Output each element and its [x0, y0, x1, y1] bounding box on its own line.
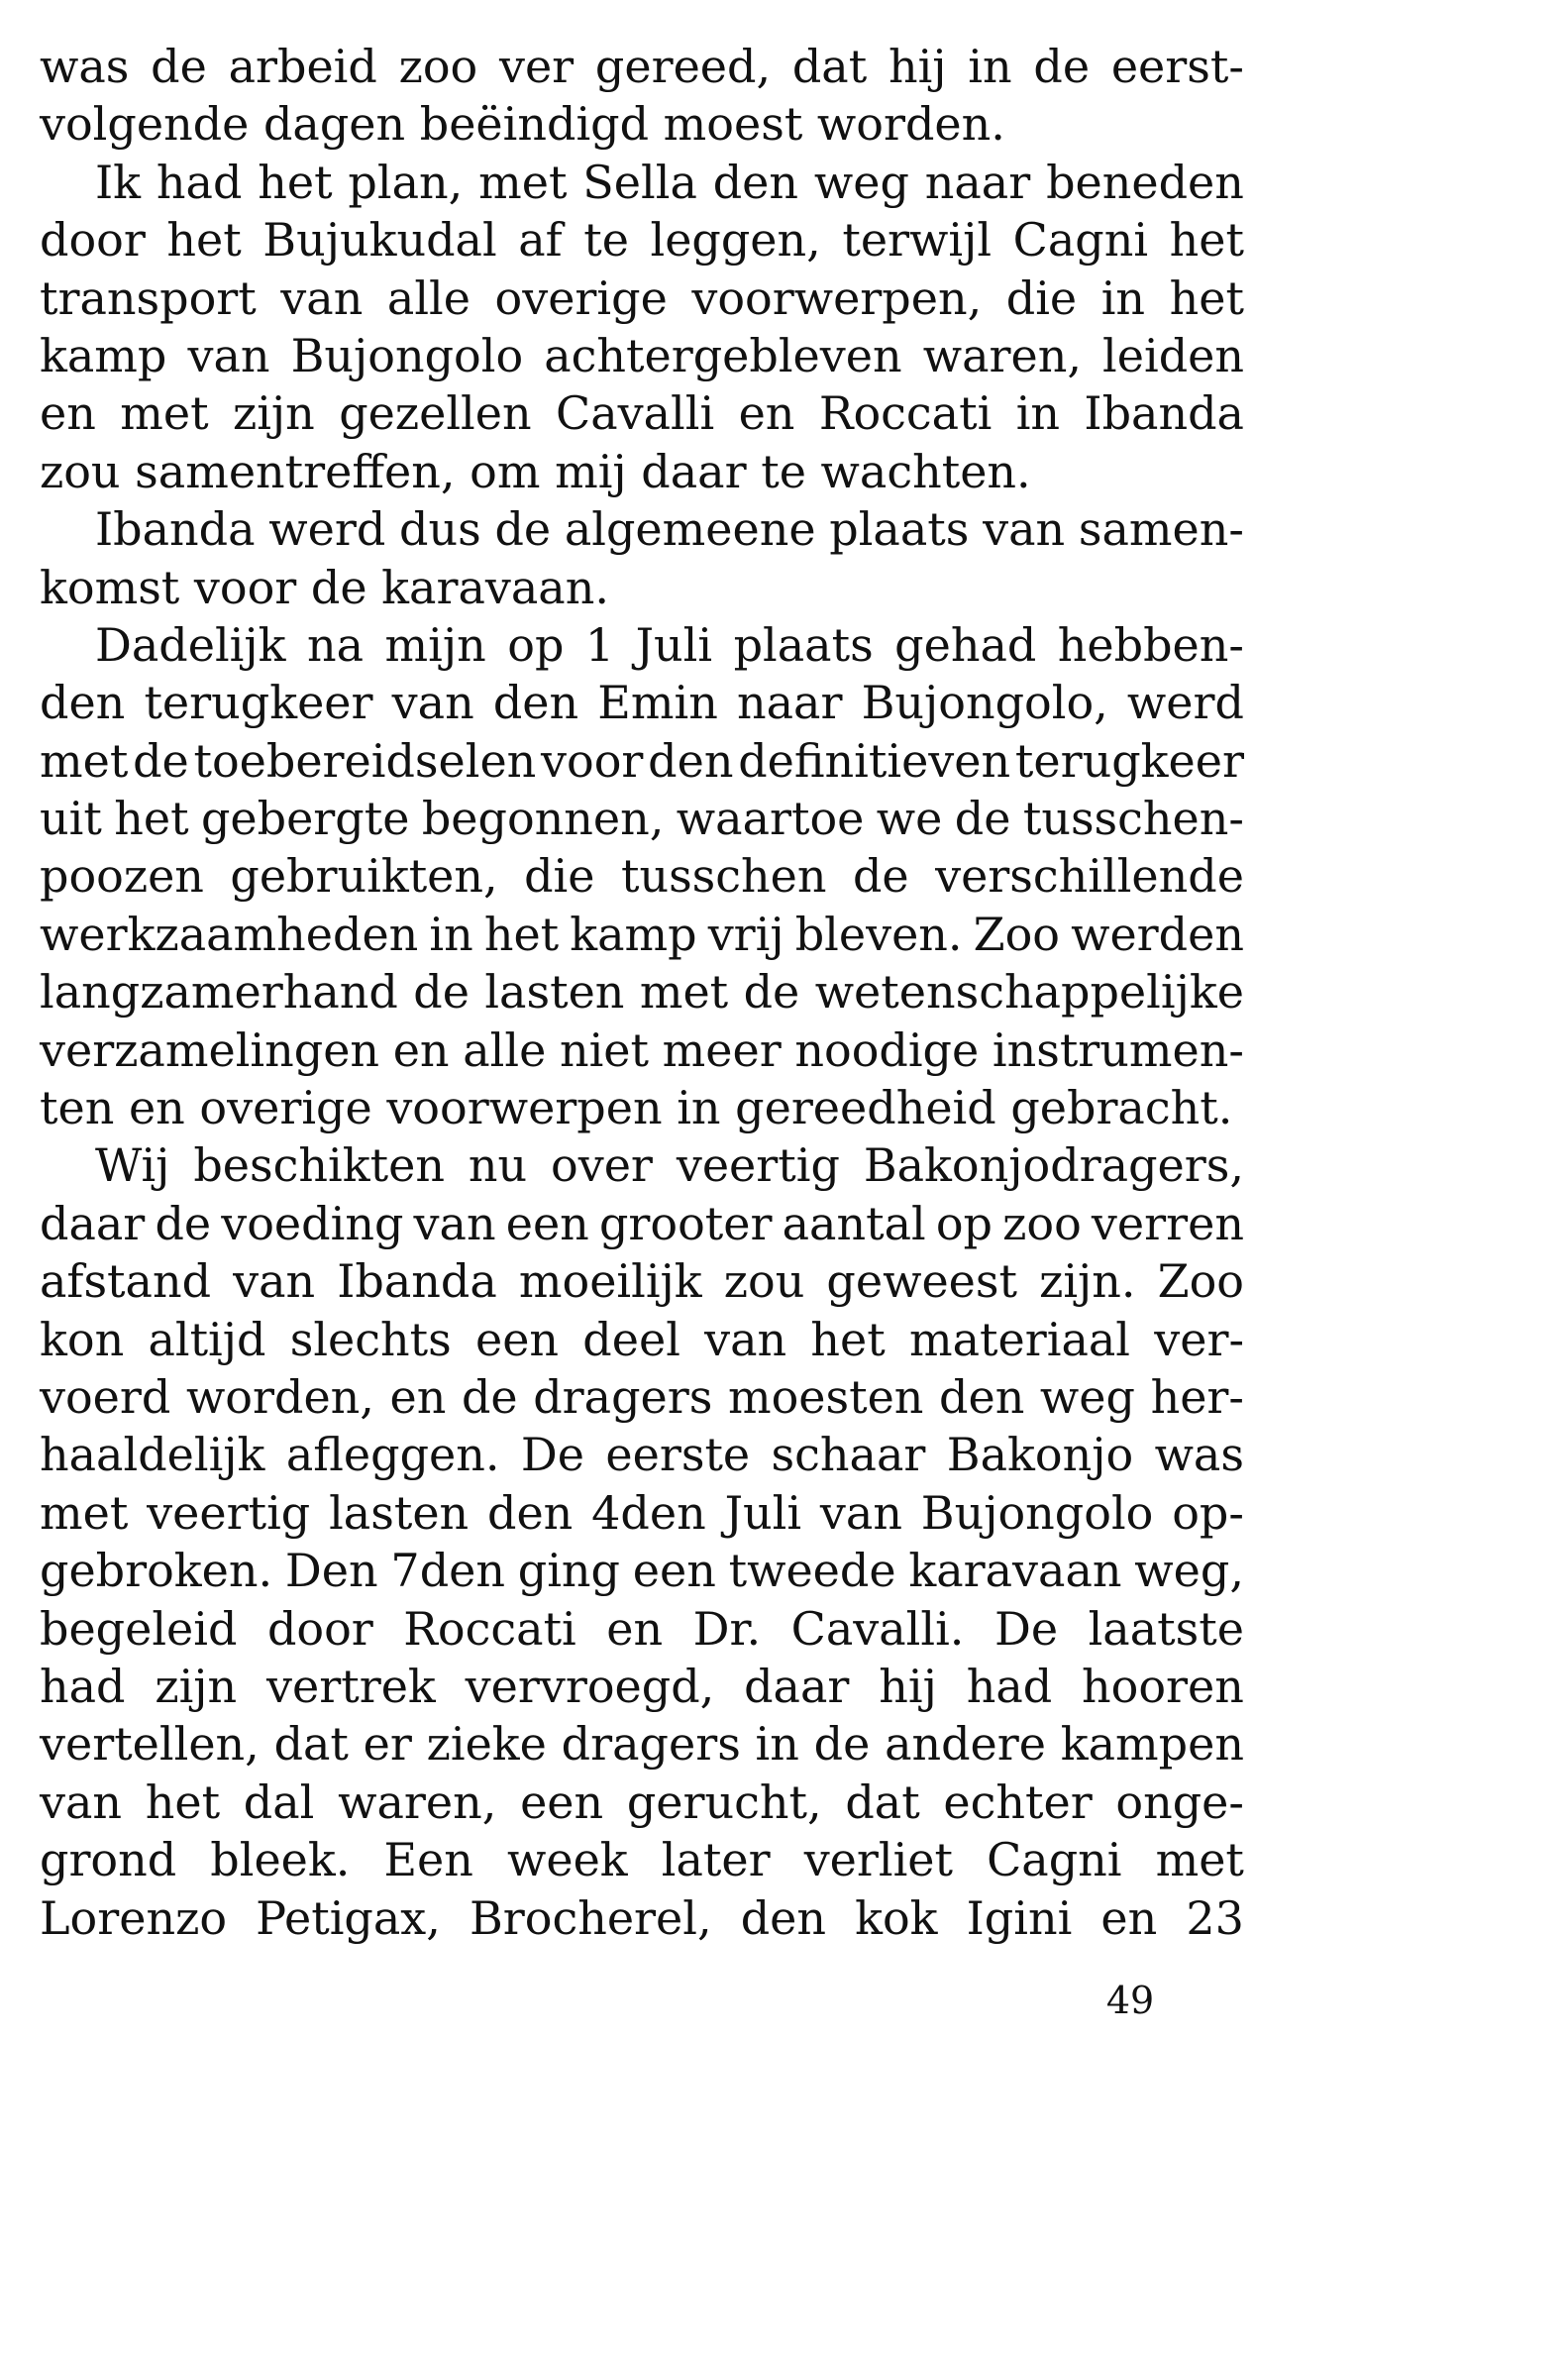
text-line: volgende dagen beëindigd moest worden. — [40, 97, 1005, 152]
text-line: poozen gebruikten, die tusschen de verschillende — [40, 849, 1244, 904]
body-text — [40, 38, 1244, 1947]
text-line: grond bleek. Een week later verliet Cagni met — [40, 1833, 1244, 1887]
text-line: langzamerhand de lasten met de wetenschappelijke — [40, 965, 1244, 1020]
text-line: zou samentreffen, om mij daar te wachten. — [40, 444, 1031, 498]
text-line: Ik had het plan, met Sella den weg naar beneden — [95, 155, 1244, 209]
text-line: ten en overige voorwerpen in gereedheid gebracht. — [40, 1081, 1233, 1135]
text-line: van het dal waren, een gerucht, dat echter onge- — [40, 1774, 1244, 1829]
text-line: vertellen, dat er zieke dragers in de andere kampen — [40, 1717, 1244, 1772]
text-line: gebroken. Den 7den ging een tweede karavaan weg, — [40, 1544, 1244, 1598]
text-line: kon altijd slechts een deel van het materiaal ver- — [40, 1312, 1244, 1366]
text-line: haaldelijk afleggen. De eerste schaar Bakonjo was — [40, 1428, 1244, 1482]
text-line: en met zijn gezellen Cavalli en Roccati in Ibanda — [40, 386, 1244, 441]
text-line: daar de voeding van een grooter aantal op zoo verren — [40, 1196, 1244, 1250]
text-line: werkzaamheden in het kamp vrij bleven. Zoo werden — [40, 907, 1244, 961]
text-line: had zijn vertrek vervroegd, daar hij had hooren — [40, 1659, 1244, 1713]
text-line: uit het gebergte begonnen, waartoe we de tusschen- — [40, 792, 1244, 846]
text-line: Wij beschikten nu over veertig Bakonjodragers, — [95, 1138, 1244, 1193]
text-line: voerd worden, en de dragers moesten den weg her- — [40, 1369, 1244, 1424]
text-line: was de arbeid zoo ver gereed, dat hij in de eerst- — [40, 40, 1244, 93]
page-number: 49 — [1105, 1979, 1155, 2022]
text-line: Dadelijk na mijn op 1 Juli plaats gehad hebben- — [95, 617, 1244, 672]
text-line: kamp van Bujongolo achtergebleven waren, leiden — [40, 328, 1244, 382]
text-line: door het Bujukudal af te leggen, terwijl Cagni het — [40, 213, 1244, 268]
text-line: den terugkeer van den Emin naar Bujongolo, werd — [40, 676, 1244, 730]
text-line: met veertig lasten den 4den Juli van Bujongolo op- — [40, 1485, 1244, 1540]
text-line: Ibanda werd dus de algemeene plaats van samen- — [95, 502, 1244, 557]
text-line: begeleid door Roccati en Dr. Cavalli. De laatste — [40, 1601, 1244, 1656]
text-line: met de toebereidselen voor den definitieven terugkeer — [40, 733, 1244, 788]
text-line: afstand van Ibanda moeilijk zou geweest zijn. Zoo — [40, 1254, 1244, 1309]
text-line: verzamelingen en alle niet meer noodige instrumen- — [40, 1022, 1244, 1077]
text-line: komst voor de karavaan. — [40, 560, 609, 614]
text-line: transport van alle overige voorwerpen, die in het — [40, 270, 1244, 325]
text-line: Lorenzo Petigax, Brocherel, den kok Igini en 23 — [40, 1890, 1244, 1945]
